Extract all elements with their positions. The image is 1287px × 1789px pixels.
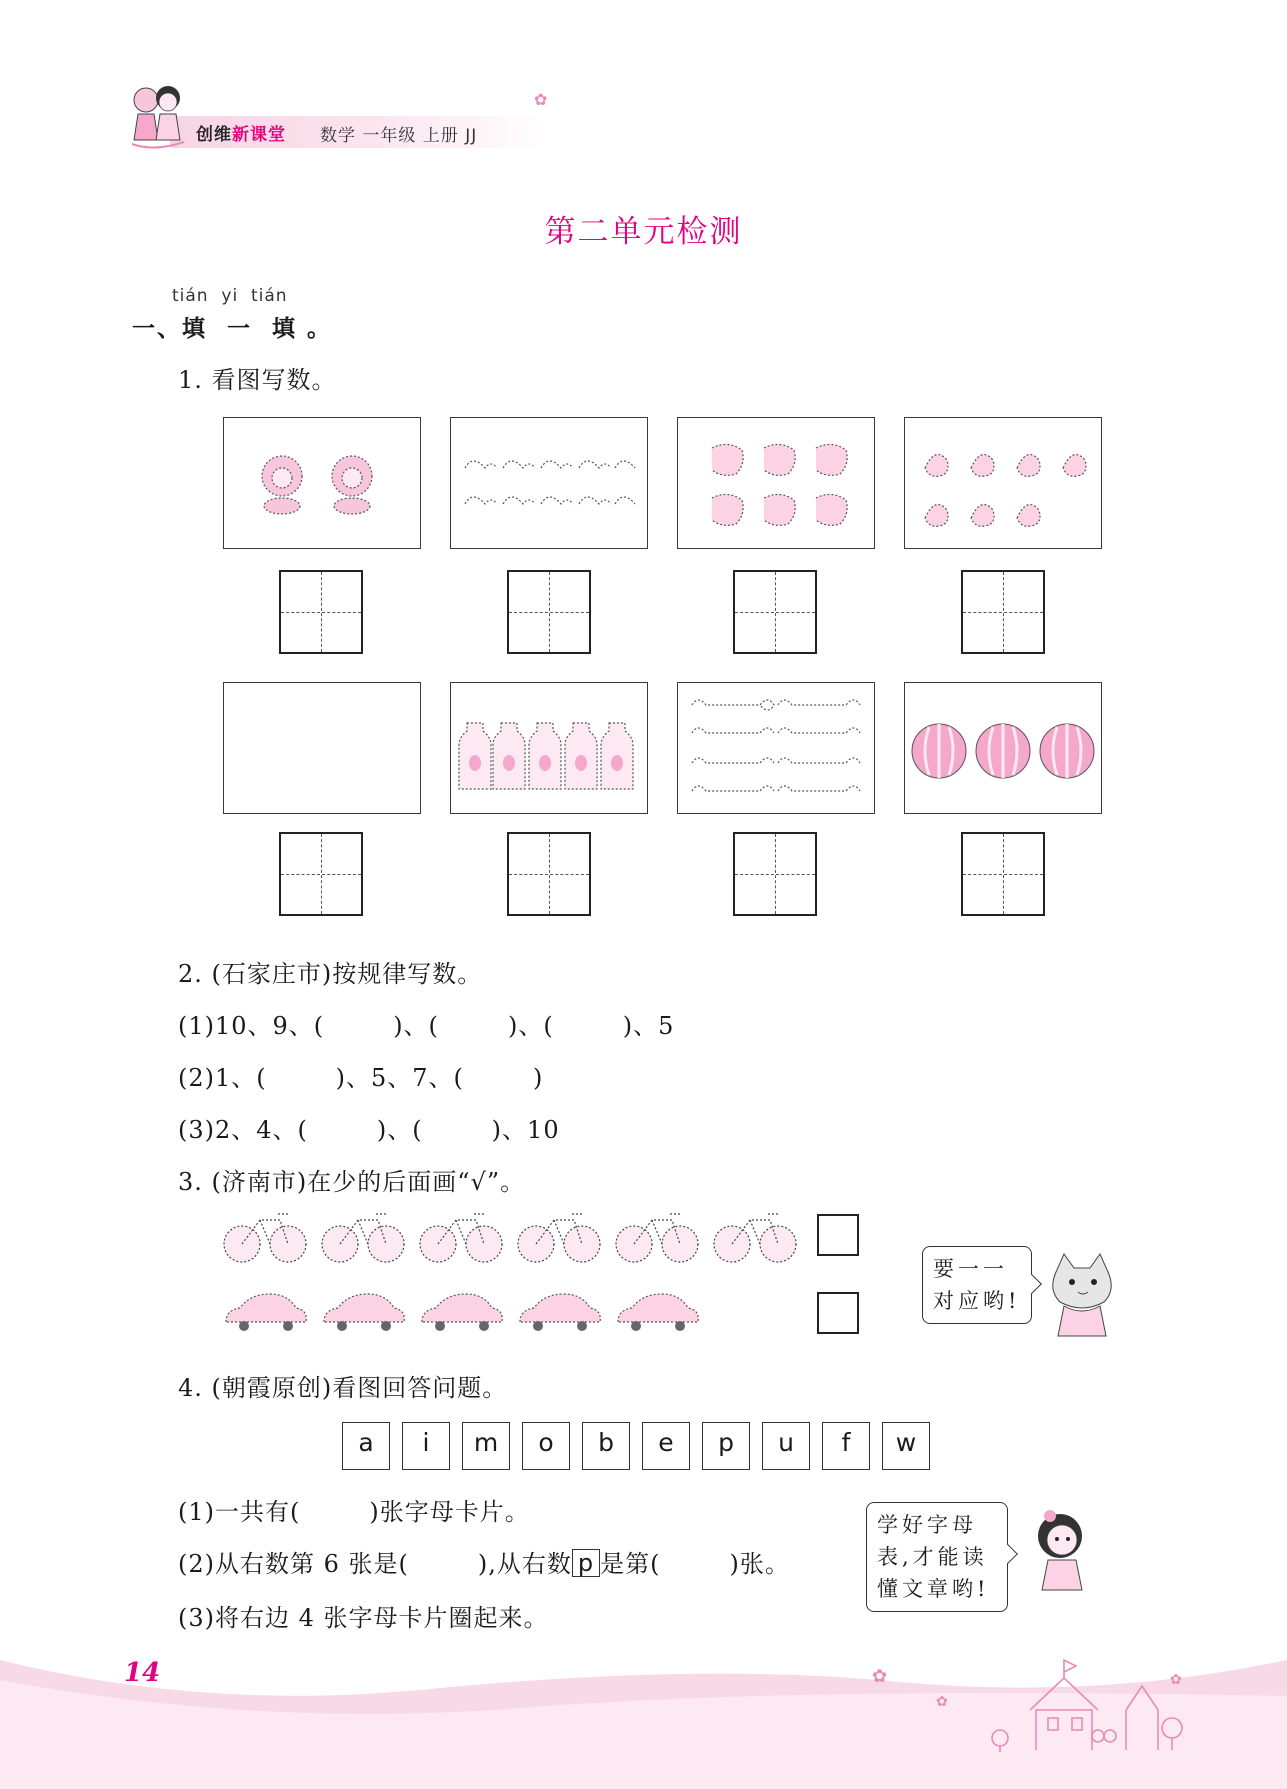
cartoon-girls-logo: [124, 78, 196, 152]
question-4-line[interactable]: (3)将右边 4 张字母卡片圈起来。: [178, 1604, 549, 1632]
question-4-line[interactable]: (1)一共有( )张字母卡片。: [178, 1498, 530, 1526]
answer-grid[interactable]: [733, 832, 817, 916]
question-2-line[interactable]: (1)10、9、( )、( )、( )、5: [178, 1012, 675, 1040]
letter-card[interactable]: a: [342, 1422, 390, 1470]
picture-watermelons: [904, 682, 1102, 814]
letter-card[interactable]: f: [822, 1422, 870, 1470]
picture-chicks: [904, 417, 1102, 549]
cartoon-cat-icon: [1044, 1250, 1122, 1346]
question-2-line[interactable]: (3)2、4、( )、( )、10: [178, 1116, 560, 1144]
letter-card[interactable]: o: [522, 1422, 570, 1470]
letter-card[interactable]: u: [762, 1422, 810, 1470]
svg-text:✿: ✿: [936, 1694, 948, 1710]
question-2-line[interactable]: (2)1、( )、5、7、( ): [178, 1064, 544, 1092]
letter-card[interactable]: w: [882, 1422, 930, 1470]
question-4-line[interactable]: (2)从右数第 6 张是( ),从右数 p 是第( )张。: [178, 1549, 790, 1578]
section-pinyin: tián yi tián: [172, 286, 288, 306]
letter-card[interactable]: i: [402, 1422, 450, 1470]
bubble-text: 表,才能读: [877, 1545, 988, 1569]
book-subject: 数学 一年级 上册 JJ: [320, 126, 478, 146]
page-title: 第二单元检测: [544, 214, 743, 250]
letter-p-box: p: [572, 1549, 600, 1577]
question-1-label: 1. 看图写数。: [178, 366, 337, 394]
picture-bottles: [450, 682, 648, 814]
answer-grid[interactable]: [507, 832, 591, 916]
brand-name: 创维新课堂: [196, 125, 286, 145]
flower-icon: ✿: [534, 90, 548, 109]
bubble-text: 对应哟!: [933, 1289, 1021, 1313]
speech-bubble-girl: [866, 1502, 1008, 1612]
question-3-label: 3. (济南市)在少的后面画“√”。: [178, 1168, 526, 1196]
cars-row: [222, 1286, 706, 1338]
cartoon-girl-icon: [1030, 1506, 1092, 1594]
answer-grid[interactable]: [961, 570, 1045, 654]
page-number: 14: [124, 1658, 161, 1688]
bubble-text: 要一一: [933, 1257, 1008, 1281]
picture-cups: [677, 417, 875, 549]
bicycles-row: [222, 1206, 806, 1272]
picture-empty: [223, 682, 421, 814]
svg-text:✿: ✿: [872, 1666, 888, 1687]
question-2-label: 2. (石家庄市)按规律写数。: [178, 960, 483, 988]
picture-birds: [450, 417, 648, 549]
speech-bubble-cat: [922, 1246, 1032, 1324]
answer-grid[interactable]: [279, 570, 363, 654]
answer-grid[interactable]: [733, 570, 817, 654]
answer-grid[interactable]: [279, 832, 363, 916]
answer-grid[interactable]: [507, 570, 591, 654]
section-heading: 一、填 一 填 。: [132, 316, 333, 342]
question-4-label: 4. (朝霞原创)看图回答问题。: [178, 1374, 508, 1402]
answer-grid[interactable]: [961, 832, 1045, 916]
footer-decoration: [0, 1600, 1287, 1789]
answer-checkbox-bicycles[interactable]: [817, 1214, 859, 1256]
answer-checkbox-cars[interactable]: [817, 1292, 859, 1334]
letter-card[interactable]: b: [582, 1422, 630, 1470]
page-header: [124, 78, 554, 152]
letter-card[interactable]: e: [642, 1422, 690, 1470]
letter-card[interactable]: p: [702, 1422, 750, 1470]
svg-text:✿: ✿: [1170, 1672, 1182, 1688]
letter-card[interactable]: m: [462, 1422, 510, 1470]
picture-lions: [223, 417, 421, 549]
bubble-text: 学好字母: [877, 1513, 977, 1537]
bubble-text: 懂文章哟!: [877, 1577, 990, 1601]
picture-bones: [677, 682, 875, 814]
